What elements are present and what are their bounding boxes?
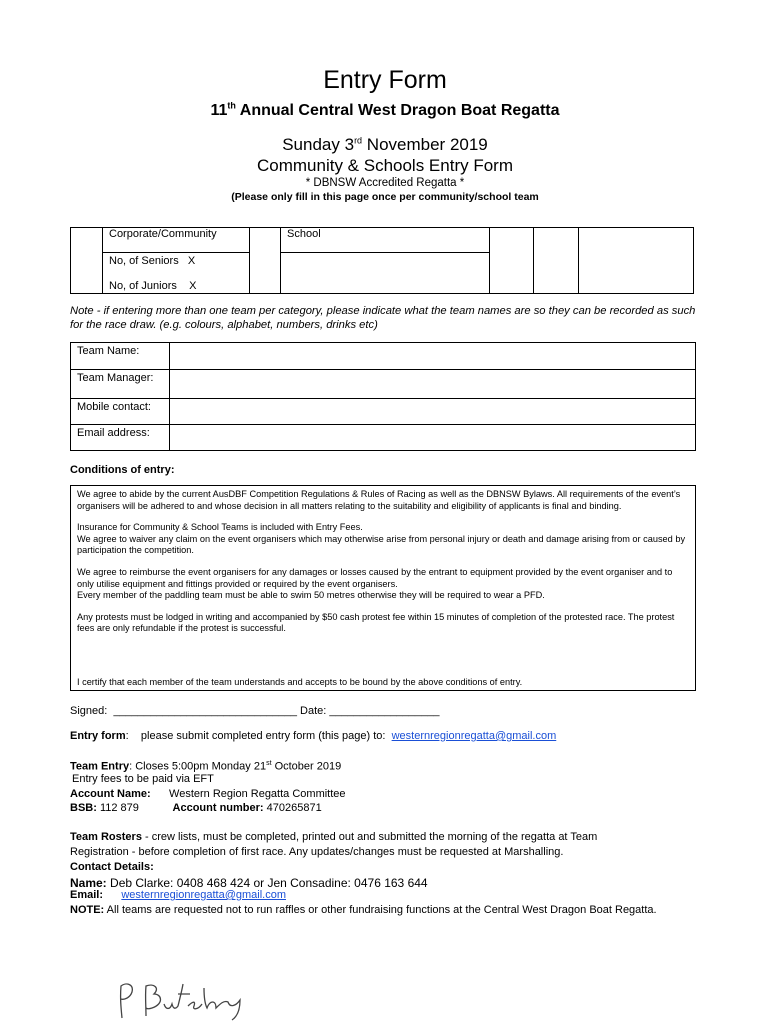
contact-email-link[interactable]: westernregionregatta@gmail.com xyxy=(121,889,286,901)
email-address-field[interactable] xyxy=(170,425,696,451)
contact-heading: Contact Details: xyxy=(70,861,154,873)
school-numbers-cell[interactable] xyxy=(281,253,490,294)
mobile-contact-field[interactable] xyxy=(170,399,696,425)
contact-email-line: Email: westernregionregatta@gmail.com xyxy=(70,889,286,901)
accredited-note: * DBNSW Accredited Regatta * xyxy=(305,177,465,189)
conditions-heading: Conditions of entry: xyxy=(70,464,175,476)
account-name-line: Account Name: Western Region Regatta Committee xyxy=(70,788,346,800)
condition-rules: We agree to abide by the current AusDBF Competition Regulations & Rules of Racing as well as the DBNSW Bylaws. All requirements of the event’s organisers will be adhered to and whose decision in all matters relating to the suitability and eligibility of applicants is final and binding. xyxy=(77,489,681,511)
team-name-label: Team Name: xyxy=(71,343,170,370)
team-entry-line: Team Entry: Closes 5:00pm Monday 21st October 2019 xyxy=(70,760,342,773)
registration-line: Registration - before completion of first race. Any updates/changes must be requested at Marshalling. xyxy=(70,846,564,858)
bsb-line: BSB: 112 879 Account number: 470265871 xyxy=(70,802,322,814)
condition-certify: I certify that each member of the team understands and accepts to be bound by the above conditions of entry. xyxy=(77,677,523,688)
school-count-cell-a[interactable] xyxy=(534,228,579,294)
contact-name-line: Name: Deb Clarke: 0408 468 424 or Jen Consadine: 0476 163 644 xyxy=(70,876,428,890)
entry-form-line: Entry form: please submit completed entry form (this page) to: westernregionregatta@gmail.com xyxy=(70,730,557,742)
fill-once-note: (Please only fill in this page once per community/school team xyxy=(231,191,539,203)
team-manager-label: Team Manager: xyxy=(71,370,170,399)
team-name-field[interactable] xyxy=(170,343,696,370)
condition-insurance: Insurance for Community & School Teams is included with Entry Fees. We agree to waiver any claim on the event organisers which may otherwise arise from personal injury or death and damage arising from or caused by participation the competition. xyxy=(77,522,686,556)
conditions-box xyxy=(70,485,696,691)
school-count-cell-b[interactable] xyxy=(579,228,694,294)
team-details-table xyxy=(70,342,696,451)
page-title: Entry Form xyxy=(323,66,447,94)
school-label: School xyxy=(281,228,490,253)
mobile-contact-label: Mobile contact: xyxy=(71,399,170,425)
date-blank[interactable]: __________________ xyxy=(329,705,440,717)
condition-protests: Any protests must be lodged in writing and accompanied by $50 cash protest fee within 15 minutes of completion of the protested race. The protest fees are only refundable if the protest is successful. xyxy=(77,611,675,634)
corporate-count-cell[interactable] xyxy=(250,228,281,294)
event-date: Sunday 3rd November 2019 xyxy=(282,135,488,154)
signed-blank[interactable]: ______________________________ xyxy=(113,705,297,717)
seniors-line: No, of Seniors X xyxy=(109,255,196,267)
form-name: Community & Schools Entry Form xyxy=(256,156,513,175)
corporate-label: Corporate/Community xyxy=(103,228,250,253)
final-note-line: NOTE: All teams are requested not to run raffles or other fundraising functions at the Central West Dragon Boat Regatta. xyxy=(70,904,657,916)
condition-reimburse: We agree to reimburse the event organisers for any damages or losses caused by the entrant to equipment provided by the event organiser and to only utilise equipment and fittings provided or required by the event organisers. Every member of the paddling team must be able to swim 50 metres otherwise they will be required to wear a PFD. xyxy=(77,566,673,601)
team-rosters-line: Team Rosters - crew lists, must be completed, printed out and submitted the morning of the regatta at Team xyxy=(70,831,598,843)
handwritten-signature-icon xyxy=(112,978,262,1022)
juniors-line: No, of Juniors X xyxy=(109,280,197,292)
category-table xyxy=(70,227,694,294)
entry-email-link[interactable]: westernregionregatta@gmail.com xyxy=(391,730,557,742)
team-manager-field[interactable] xyxy=(170,370,696,399)
numbers-cell xyxy=(103,253,250,294)
email-address-label: Email address: xyxy=(71,425,170,451)
corporate-checkbox-cell[interactable] xyxy=(71,228,103,294)
eft-line: Entry fees to be paid via EFT xyxy=(72,773,214,785)
team-names-note: Note - if entering more than one team per category, please indicate what the team names are so they can be recorded as such for the race draw. (e.g. colours, alphabet, numbers, drinks etc) xyxy=(70,305,696,331)
signature-line: Signed: ______________________________ Date: __________________ xyxy=(70,705,440,717)
event-subtitle: 11th Annual Central West Dragon Boat Regatta xyxy=(210,100,560,119)
school-checkbox-cell[interactable] xyxy=(490,228,534,294)
